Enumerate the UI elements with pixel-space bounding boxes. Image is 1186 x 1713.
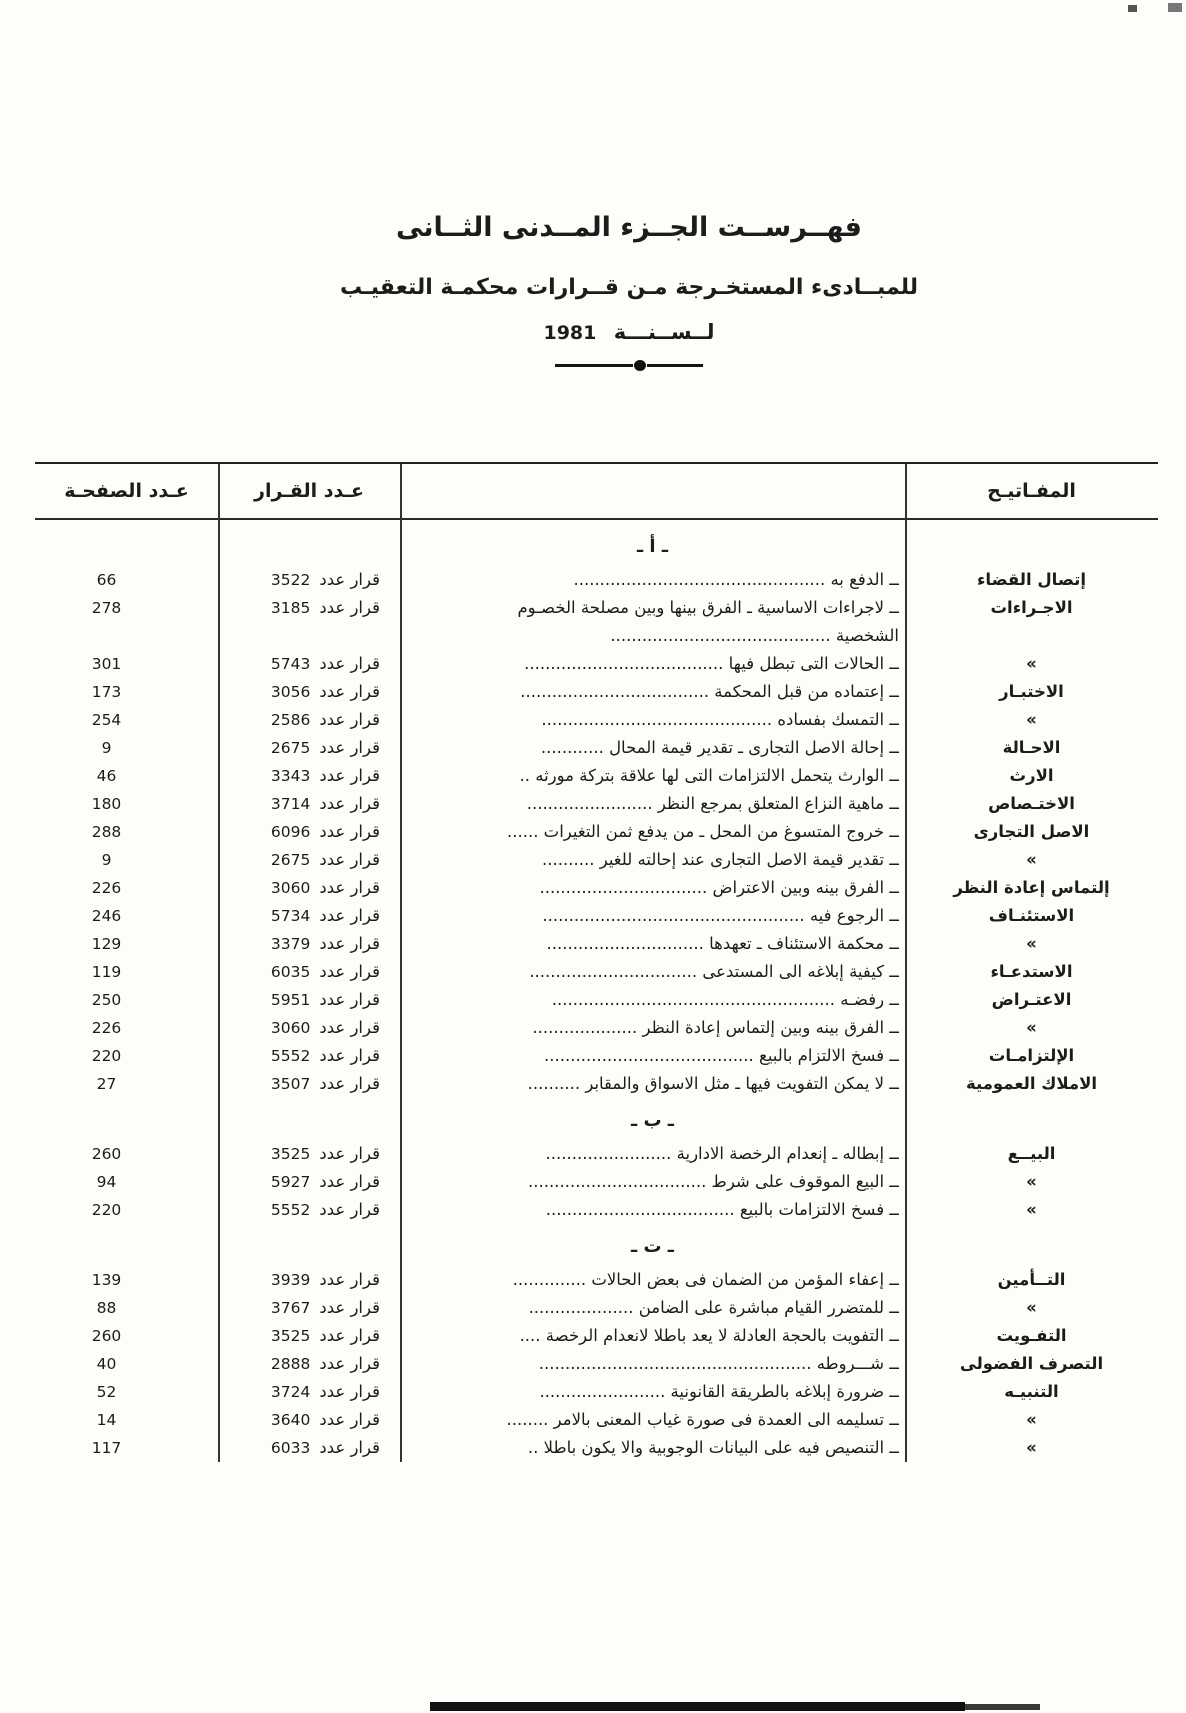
decision-cell bbox=[198, 846, 394, 874]
decision-prefix: قرار عدد bbox=[319, 794, 380, 813]
page-number-cell: 14 bbox=[96, 1411, 117, 1429]
decision-prefix: قرار عدد bbox=[319, 934, 380, 953]
index-row bbox=[35, 818, 1158, 846]
decision-number: 3724 bbox=[270, 1383, 311, 1401]
description-line: ــ إعفاء المؤمن من الضمان فى بعض الحالات .............. bbox=[512, 1270, 899, 1289]
description-line: ــ الفرق بينه وبين الاعتراض ................................ bbox=[539, 878, 899, 897]
decision-cell bbox=[198, 1070, 394, 1098]
description-cell bbox=[394, 930, 905, 958]
decision-prefix: قرار عدد bbox=[319, 1326, 380, 1345]
description-cell bbox=[394, 1406, 905, 1434]
description-cell bbox=[394, 902, 905, 930]
decision-prefix: قرار عدد bbox=[319, 990, 380, 1009]
decision-cell bbox=[198, 902, 394, 930]
decision-prefix: قرار عدد bbox=[319, 570, 380, 589]
section-row bbox=[35, 1107, 1158, 1135]
keys-cell: » bbox=[1026, 850, 1037, 869]
decision-cell bbox=[218, 1107, 400, 1135]
index-row bbox=[35, 706, 1158, 734]
decision-number: 6033 bbox=[270, 1439, 311, 1457]
index-row bbox=[35, 1196, 1158, 1224]
page-number-cell: 9 bbox=[101, 851, 112, 869]
index-row bbox=[35, 790, 1158, 818]
decision-prefix: قرار عدد bbox=[319, 738, 380, 757]
decision-cell bbox=[198, 650, 394, 678]
decision-prefix: قرار عدد bbox=[319, 1410, 380, 1429]
description-cell bbox=[394, 566, 905, 594]
description-cell bbox=[394, 1140, 905, 1168]
description-line: ــ لا يمكن التفويت فيها ـ مثل الاسواق والمقابر .......... bbox=[527, 1074, 899, 1093]
year-value: 1981 bbox=[543, 322, 597, 344]
keys-cell: الاستئنـاف bbox=[988, 906, 1075, 925]
description-cell bbox=[394, 1378, 905, 1406]
description-cell bbox=[394, 1434, 905, 1462]
description-cell bbox=[394, 1196, 905, 1224]
description-line: ــ إحالة الاصل التجارى ـ تقدير قيمة المحال ............ bbox=[540, 738, 899, 757]
page-title: فهــرســت الجــزء المــدنى الثــانى bbox=[396, 212, 862, 243]
decision-prefix: قرار عدد bbox=[319, 1018, 380, 1037]
keys-cell: » bbox=[1026, 710, 1037, 729]
decision-cell bbox=[198, 1406, 394, 1434]
index-row bbox=[35, 986, 1158, 1014]
page-number-cell: 226 bbox=[91, 879, 122, 897]
description-cell bbox=[394, 790, 905, 818]
description-cell bbox=[394, 1266, 905, 1294]
description-line: ــ كيفية إبلاغه الى المستدعى ................................ bbox=[529, 962, 899, 981]
decision-cell bbox=[198, 1266, 394, 1294]
table-body bbox=[35, 520, 1158, 1462]
index-row bbox=[35, 734, 1158, 762]
decision-cell bbox=[198, 678, 394, 706]
description-line: ــ تسليمه الى العمدة فى صورة غياب المعنى بالامر ........ bbox=[506, 1410, 899, 1429]
page-number-cell: 27 bbox=[96, 1075, 117, 1093]
page-number-cell: 246 bbox=[91, 907, 122, 925]
description-line: ــ رفضـه ...................................................... bbox=[551, 990, 899, 1009]
page-number-cell bbox=[35, 533, 218, 561]
index-row bbox=[35, 1014, 1158, 1042]
keys-cell: الاختبـار bbox=[999, 682, 1064, 701]
decision-number: 5734 bbox=[270, 907, 311, 925]
decision-prefix: قرار عدد bbox=[319, 682, 380, 701]
page-number-cell: 180 bbox=[91, 795, 122, 813]
decision-number: 3939 bbox=[270, 1271, 311, 1289]
description-line: ــ الدفع به ................................................ bbox=[573, 570, 899, 589]
description-cell bbox=[394, 594, 905, 650]
description-cell bbox=[394, 986, 905, 1014]
index-row bbox=[35, 1322, 1158, 1350]
decision-prefix: قرار عدد bbox=[319, 710, 380, 729]
section-row bbox=[35, 1233, 1158, 1261]
description-line: ــ الحالات التى تبطل فيها ...................................... bbox=[524, 654, 899, 673]
index-row bbox=[35, 1434, 1158, 1462]
description-line: ــ الرجوع فيه .................................................. bbox=[542, 906, 899, 925]
page-number-cell: 260 bbox=[91, 1145, 122, 1163]
year-line bbox=[72, 320, 1186, 344]
page-number-cell: 46 bbox=[96, 767, 117, 785]
decision-number: 5552 bbox=[270, 1047, 311, 1065]
description-cell bbox=[394, 874, 905, 902]
keys-cell: » bbox=[1026, 654, 1037, 673]
decision-number: 3525 bbox=[270, 1327, 311, 1345]
decision-number: 2888 bbox=[270, 1355, 311, 1373]
decision-number: 2586 bbox=[270, 711, 311, 729]
decision-number: 3056 bbox=[270, 683, 311, 701]
header-decision-number: عـدد القـرار bbox=[254, 480, 364, 502]
keys-cell: الإلتزامـات bbox=[988, 1046, 1075, 1065]
decision-number: 3060 bbox=[270, 1019, 311, 1037]
decision-number: 3767 bbox=[270, 1299, 311, 1317]
description-cell bbox=[394, 1168, 905, 1196]
title-block bbox=[72, 0, 1186, 371]
index-row bbox=[35, 1042, 1158, 1070]
description-cell bbox=[394, 1014, 905, 1042]
decision-cell bbox=[198, 762, 394, 790]
description-cell bbox=[394, 1322, 905, 1350]
decision-cell bbox=[198, 594, 394, 650]
decision-number: 3379 bbox=[270, 935, 311, 953]
keys-cell: الاصل التجارى bbox=[973, 822, 1090, 841]
scan-artifact-bar bbox=[965, 1704, 1040, 1710]
decision-number: 5927 bbox=[270, 1173, 311, 1191]
page-number-cell: 40 bbox=[96, 1355, 117, 1373]
description-line: ــ البيع الموقوف على شرط .................................. bbox=[527, 1172, 899, 1191]
page-number-cell: 220 bbox=[91, 1047, 122, 1065]
description-line: ــ التنصيص فيه على البيانات الوجوبية والا يكون باطلا .. bbox=[527, 1438, 899, 1457]
decision-prefix: قرار عدد bbox=[319, 1046, 380, 1065]
decision-prefix: قرار عدد bbox=[319, 1270, 380, 1289]
decision-prefix: قرار عدد bbox=[319, 1438, 380, 1457]
index-row bbox=[35, 1406, 1158, 1434]
index-table bbox=[35, 462, 1158, 1462]
keys-cell: البيــع bbox=[1007, 1144, 1056, 1163]
description-cell bbox=[394, 734, 905, 762]
decision-number: 2675 bbox=[270, 851, 311, 869]
index-row bbox=[35, 1294, 1158, 1322]
keys-cell: الاملاك العمومية bbox=[965, 1074, 1098, 1093]
page-number-cell: 66 bbox=[96, 571, 117, 589]
decision-prefix: قرار عدد bbox=[319, 654, 380, 673]
keys-cell: إتصال القضاء bbox=[977, 570, 1086, 589]
keys-cell: » bbox=[1026, 1438, 1037, 1457]
description-cell bbox=[394, 650, 905, 678]
keys-cell: » bbox=[1026, 1172, 1037, 1191]
ornament-divider bbox=[72, 360, 1186, 371]
section-marker: ـ ب ـ bbox=[631, 1110, 674, 1131]
decision-number: 5951 bbox=[270, 991, 311, 1009]
decision-cell bbox=[198, 1042, 394, 1070]
description-line: ــ إبطاله ـ إنعدام الرخصة الادارية ........................ bbox=[545, 1144, 899, 1163]
keys-cell: الاستدعـاء bbox=[990, 962, 1073, 981]
decision-prefix: قرار عدد bbox=[319, 822, 380, 841]
page-number-cell: 9 bbox=[101, 739, 112, 757]
page-number-cell: 173 bbox=[91, 683, 122, 701]
page-number-cell bbox=[35, 1233, 218, 1261]
decision-cell bbox=[198, 1294, 394, 1322]
page-number-cell: 301 bbox=[91, 655, 122, 673]
decision-cell bbox=[198, 1168, 394, 1196]
description-cell bbox=[394, 1070, 905, 1098]
page-number-cell: 288 bbox=[91, 823, 122, 841]
column-divider bbox=[218, 464, 220, 1462]
page-number-cell: 278 bbox=[91, 599, 122, 617]
decision-cell bbox=[198, 734, 394, 762]
decision-cell bbox=[218, 533, 400, 561]
index-row bbox=[35, 902, 1158, 930]
keys-cell: الارث bbox=[1009, 766, 1054, 785]
description-cell bbox=[394, 1350, 905, 1378]
page-number-cell: 117 bbox=[91, 1439, 122, 1457]
decision-cell bbox=[198, 986, 394, 1014]
description-cell bbox=[394, 1042, 905, 1070]
section-marker: ـ أ ـ bbox=[636, 536, 668, 557]
index-row bbox=[35, 1378, 1158, 1406]
decision-cell bbox=[198, 930, 394, 958]
page-number-cell bbox=[35, 1107, 218, 1135]
page-number-cell: 94 bbox=[96, 1173, 117, 1191]
keys-cell bbox=[905, 1233, 1158, 1261]
index-row bbox=[35, 874, 1158, 902]
page-number-cell: 52 bbox=[96, 1383, 117, 1401]
page-number-cell: 260 bbox=[91, 1327, 122, 1345]
index-row bbox=[35, 762, 1158, 790]
index-row bbox=[35, 1168, 1158, 1196]
decision-number: 3507 bbox=[270, 1075, 311, 1093]
decision-cell bbox=[198, 1140, 394, 1168]
description-line: ــ شـــروطه .................................................... bbox=[538, 1354, 899, 1373]
index-row bbox=[35, 1070, 1158, 1098]
index-row bbox=[35, 566, 1158, 594]
decision-number: 3060 bbox=[270, 879, 311, 897]
scan-artifact-bar bbox=[430, 1702, 965, 1711]
decision-cell bbox=[198, 1322, 394, 1350]
description-cell bbox=[394, 1294, 905, 1322]
keys-cell: الاعتـراض bbox=[991, 990, 1072, 1009]
decision-cell bbox=[198, 1014, 394, 1042]
decision-cell bbox=[198, 818, 394, 846]
description-line: ــ لاجراءات الاساسية ـ الفرق بينها وبين مصلحة الخصـوم bbox=[517, 598, 899, 617]
keys-cell: » bbox=[1026, 934, 1037, 953]
decision-prefix: قرار عدد bbox=[319, 766, 380, 785]
page-number-cell: 119 bbox=[91, 963, 122, 981]
keys-cell: الاحـالة bbox=[1002, 738, 1061, 757]
keys-cell: التصرف الفضولى bbox=[959, 1354, 1104, 1373]
index-row bbox=[35, 1140, 1158, 1168]
description-line: ــ خروج المتسوغ من المحل ـ من يدفع ثمن التغيرات ...... bbox=[506, 822, 899, 841]
keys-cell bbox=[905, 1107, 1158, 1135]
description-line: ــ فسخ الالتزام بالبيع ........................................ bbox=[544, 1046, 899, 1065]
keys-cell bbox=[905, 533, 1158, 561]
index-row bbox=[35, 958, 1158, 986]
decision-cell bbox=[198, 874, 394, 902]
page-subtitle: للمبــادىء المستخـرجة مـن قــرارات محكمـة التعقيـب bbox=[339, 275, 919, 300]
decision-prefix: قرار عدد bbox=[319, 850, 380, 869]
decision-prefix: قرار عدد bbox=[319, 1172, 380, 1191]
description-cell bbox=[394, 762, 905, 790]
page-number-cell: 129 bbox=[91, 935, 122, 953]
page-number-cell: 254 bbox=[91, 711, 122, 729]
decision-cell bbox=[198, 958, 394, 986]
decision-number: 5743 bbox=[270, 655, 311, 673]
decision-cell bbox=[198, 706, 394, 734]
description-line: ــ التفويت بالحجة العادلة لا يعد باطلا لانعدام الرخصة .... bbox=[519, 1326, 899, 1345]
page-number-cell: 88 bbox=[96, 1299, 117, 1317]
decision-number: 6035 bbox=[270, 963, 311, 981]
description-cell bbox=[394, 958, 905, 986]
decision-number: 3522 bbox=[270, 571, 311, 589]
description-cell bbox=[394, 678, 905, 706]
header-page-number: عـدد الصفحـة bbox=[64, 480, 189, 502]
description-cell bbox=[394, 846, 905, 874]
table-header-row bbox=[35, 464, 1158, 520]
decision-prefix: قرار عدد bbox=[319, 906, 380, 925]
decision-cell bbox=[198, 1378, 394, 1406]
decision-cell bbox=[198, 1434, 394, 1462]
description-line: ــ محكمة الاستئناف ـ تعهدها .............................. bbox=[546, 934, 899, 953]
ornament-dot bbox=[634, 360, 646, 371]
decision-number: 2675 bbox=[270, 739, 311, 757]
index-row bbox=[35, 594, 1158, 650]
decision-prefix: قرار عدد bbox=[319, 962, 380, 981]
decision-prefix: قرار عدد bbox=[319, 1200, 380, 1219]
description-cell bbox=[394, 818, 905, 846]
description-line: ــ الفرق بينه وبين إلتماس إعادة النظر .................... bbox=[532, 1018, 899, 1037]
column-divider bbox=[400, 464, 402, 1462]
description-line: ــ ضرورة إبلاغه بالطريقة القانونية ........................ bbox=[539, 1382, 899, 1401]
index-row bbox=[35, 930, 1158, 958]
header-keys: المفـاتيـح bbox=[987, 480, 1076, 502]
decision-number: 5552 bbox=[270, 1201, 311, 1219]
description-line: الشخصية .......................................... bbox=[610, 626, 899, 645]
keys-cell: التفـويت bbox=[996, 1326, 1067, 1345]
decision-prefix: قرار عدد bbox=[319, 598, 380, 617]
description-line: ــ للمتضرر القيام مباشرة على الضامن .................... bbox=[528, 1298, 899, 1317]
index-row bbox=[35, 1266, 1158, 1294]
decision-cell bbox=[198, 790, 394, 818]
index-row bbox=[35, 650, 1158, 678]
page-number-cell: 250 bbox=[91, 991, 122, 1009]
keys-cell: الاجـراءات bbox=[990, 598, 1073, 617]
decision-number: 6096 bbox=[270, 823, 311, 841]
decision-number: 3640 bbox=[270, 1411, 311, 1429]
column-divider bbox=[905, 464, 907, 1462]
keys-cell: التــأمين bbox=[997, 1270, 1066, 1289]
keys-cell: » bbox=[1026, 1200, 1037, 1219]
description-line: ــ ماهية النزاع المتعلق بمرجع النظر ........................ bbox=[526, 794, 899, 813]
description-line: ــ الوارث يتحمل الالتزامات التى لها علاقة بتركة مورثه .. bbox=[519, 766, 899, 785]
page-number-cell: 220 bbox=[91, 1201, 122, 1219]
index-row bbox=[35, 678, 1158, 706]
decision-prefix: قرار عدد bbox=[319, 1354, 380, 1373]
keys-cell: » bbox=[1026, 1410, 1037, 1429]
decision-number: 3343 bbox=[270, 767, 311, 785]
page-number-cell: 139 bbox=[91, 1271, 122, 1289]
decision-prefix: قرار عدد bbox=[319, 1074, 380, 1093]
decision-number: 3714 bbox=[270, 795, 311, 813]
decision-prefix: قرار عدد bbox=[319, 878, 380, 897]
keys-cell: التنبيـه bbox=[1004, 1382, 1059, 1401]
page-number-cell: 226 bbox=[91, 1019, 122, 1037]
decision-number: 3525 bbox=[270, 1145, 311, 1163]
keys-cell: الاختـصاص bbox=[988, 794, 1075, 813]
decision-cell bbox=[198, 1350, 394, 1378]
decision-cell bbox=[198, 1196, 394, 1224]
decision-prefix: قرار عدد bbox=[319, 1382, 380, 1401]
keys-cell: » bbox=[1026, 1018, 1037, 1037]
index-row bbox=[35, 1350, 1158, 1378]
index-row bbox=[35, 846, 1158, 874]
description-line: ــ فسخ الالتزامات بالبيع .................................... bbox=[545, 1200, 899, 1219]
description-cell bbox=[394, 706, 905, 734]
keys-cell: إلتماس إعادة النظر bbox=[953, 878, 1110, 897]
decision-number: 3185 bbox=[270, 599, 311, 617]
description-line: ــ تقدير قيمة الاصل التجارى عند إحالته للغير .......... bbox=[542, 850, 899, 869]
description-line: ــ إعتماده من قبل المحكمة .................................... bbox=[520, 682, 899, 701]
keys-cell: » bbox=[1026, 1298, 1037, 1317]
year-label: لــســنـــة bbox=[613, 320, 715, 344]
decision-prefix: قرار عدد bbox=[319, 1144, 380, 1163]
section-marker: ـ ت ـ bbox=[631, 1236, 674, 1257]
decision-cell bbox=[218, 1233, 400, 1261]
decision-cell bbox=[198, 566, 394, 594]
decision-prefix: قرار عدد bbox=[319, 1298, 380, 1317]
description-line: ــ التمسك بفساده ............................................ bbox=[541, 710, 899, 729]
section-row bbox=[35, 533, 1158, 561]
